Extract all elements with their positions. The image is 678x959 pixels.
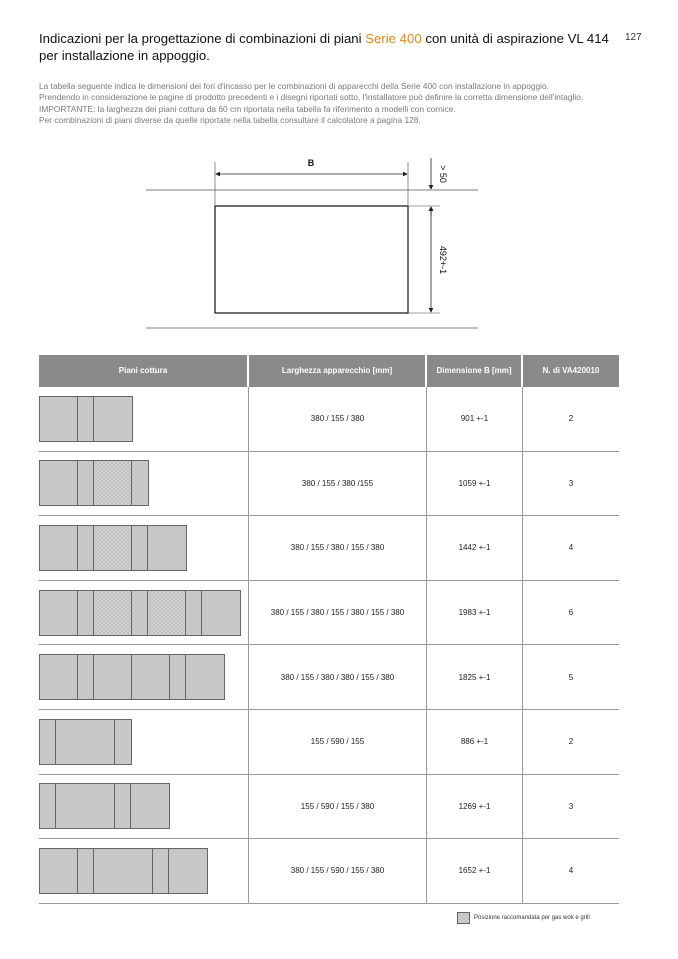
cutout-diagram [0, 150, 678, 340]
count-cell: 3 [568, 478, 574, 488]
hob-module [94, 397, 132, 441]
table-header [39, 355, 619, 387]
hob-combination-drawing [39, 783, 170, 829]
hob-module [115, 720, 131, 764]
table-row [39, 581, 619, 646]
count-cell: 6 [568, 608, 574, 618]
hob-module [78, 655, 94, 699]
hob-module [40, 591, 78, 635]
cutout-rectangle [215, 206, 408, 313]
width-cell: 155 / 590 / 155 [249, 710, 427, 774]
hob-module [40, 461, 78, 505]
hob-module-wok-position [94, 526, 132, 570]
hob-module [56, 720, 115, 764]
dimension-b-cell: 1983 +-1 [427, 581, 523, 645]
label-b: B [307, 158, 315, 168]
hob-combination-drawing [39, 396, 133, 442]
count-cell: 2 [568, 414, 574, 424]
width-cell: 380 / 155 / 590 / 155 / 380 [249, 839, 427, 903]
page-number: 127 [625, 32, 642, 43]
label-side-depth: 492+-1 [438, 245, 448, 275]
count-cell: 4 [568, 543, 574, 553]
title-text-start: Indicazioni per la progettazione di combinazioni di piani [39, 31, 366, 46]
dimension-b-cell: 1442 +-1 [427, 516, 523, 580]
title-accent: Serie 400 [365, 31, 422, 46]
hob-module [132, 591, 148, 635]
wok-pattern-swatch [457, 912, 470, 924]
count-cell: 5 [568, 672, 574, 682]
dimension-b-cell: 901 +-1 [427, 387, 523, 451]
table-row [39, 516, 619, 581]
hob-combination-cell [39, 452, 249, 516]
page-title [39, 30, 609, 64]
table-body [39, 387, 619, 904]
intro-text [39, 81, 639, 126]
intro-paragraph-3: Per combinazioni di piani diverse da quelle riportate nella tabella consultare il calcolatore a pagina 128. [39, 114, 421, 125]
hob-module [94, 849, 153, 893]
hob-module [78, 849, 94, 893]
intro-paragraph-1: La tabella seguente indica le dimensioni dei fori d'incasso per le combinazioni di apparecchi della Serie 400 con installazione in appoggio. [39, 81, 550, 91]
hob-combination-cell [39, 581, 249, 645]
hob-combination-cell [39, 645, 249, 709]
hob-module [40, 526, 78, 570]
hob-module [78, 461, 94, 505]
header-width: Larghezza apparecchio [mm] [249, 355, 427, 387]
hob-combination-drawing [39, 848, 208, 894]
hob-combination-drawing [39, 525, 187, 571]
width-cell: 380 / 155 / 380 / 155 / 380 / 155 / 380 [249, 581, 427, 645]
dimension-b-cell: 1652 +-1 [427, 839, 523, 903]
combinations-table [39, 355, 619, 904]
hob-module [40, 849, 78, 893]
table-row [39, 387, 619, 452]
label-top-clearance: > 50 [438, 165, 448, 183]
hob-combination-cell [39, 775, 249, 839]
hob-module [186, 655, 224, 699]
header-dimension-b: Dimensione B [mm] [427, 355, 523, 387]
width-cell: 380 / 155 / 380 / 155 / 380 [249, 516, 427, 580]
hob-module [170, 655, 186, 699]
hob-module [169, 849, 207, 893]
width-cell: 380 / 155 / 380 / 380 / 155 / 380 [249, 645, 427, 709]
hob-module [40, 720, 56, 764]
hob-module-wok-position [148, 591, 186, 635]
dimension-b-cell: 1059 +-1 [427, 452, 523, 516]
hob-module [153, 849, 169, 893]
hob-module [186, 591, 202, 635]
hob-module [132, 461, 148, 505]
table-row [39, 645, 619, 710]
hob-module [78, 526, 94, 570]
count-cell: 4 [568, 866, 574, 876]
hob-combination-drawing [39, 654, 225, 700]
width-cell: 380 / 155 / 380 [249, 387, 427, 451]
table-row [39, 710, 619, 775]
hob-module [40, 655, 78, 699]
hob-combination-cell [39, 387, 249, 451]
hob-combination-drawing [39, 719, 132, 765]
dimension-b-cell: 886 +-1 [427, 710, 523, 774]
title-text-end: con unità di aspirazione VL 414 per installazione in appoggio. [39, 31, 609, 63]
hob-combination-cell [39, 710, 249, 774]
hob-module [132, 526, 148, 570]
hob-combination-cell [39, 516, 249, 580]
legend [457, 912, 590, 924]
count-cell: 2 [568, 737, 574, 747]
hob-module [94, 655, 132, 699]
hob-module [132, 655, 170, 699]
hob-combination-drawing [39, 460, 149, 506]
hob-module [78, 591, 94, 635]
table-row [39, 775, 619, 840]
hob-combination-drawing [39, 590, 241, 636]
hob-module [131, 784, 169, 828]
header-hobs: Piani cottura [39, 355, 249, 387]
intro-paragraph-2: Prendendo in considerazione le pagine di prodotto precedenti e i disegni riportati sotto, l'installatore può definire la corretta dimensione dell'intaglio. IMPORTANTE: la larghezza dei piani cottura da 60 cm riportata nella tabella fa riferimento a modelli con cornice. [39, 92, 584, 114]
hob-module [40, 784, 56, 828]
count-cell: 3 [568, 801, 574, 811]
hob-module [148, 526, 186, 570]
header-count: N. di VA420010 [542, 366, 600, 375]
hob-module-wok-position [94, 461, 132, 505]
legend-label: Posizione raccomandata per gas wok e grill [474, 915, 590, 921]
width-cell: 155 / 590 / 155 / 380 [249, 775, 427, 839]
table-row [39, 452, 619, 517]
hob-module [115, 784, 131, 828]
width-cell: 380 / 155 / 380 /155 [249, 452, 427, 516]
dimension-b-cell: 1825 +-1 [427, 645, 523, 709]
hob-module [56, 784, 115, 828]
hob-module-wok-position [94, 591, 132, 635]
hob-combination-cell [39, 839, 249, 903]
table-row [39, 839, 619, 904]
hob-module [78, 397, 94, 441]
dimension-b-cell: 1269 +-1 [427, 775, 523, 839]
hob-module [202, 591, 240, 635]
hob-module [40, 397, 78, 441]
